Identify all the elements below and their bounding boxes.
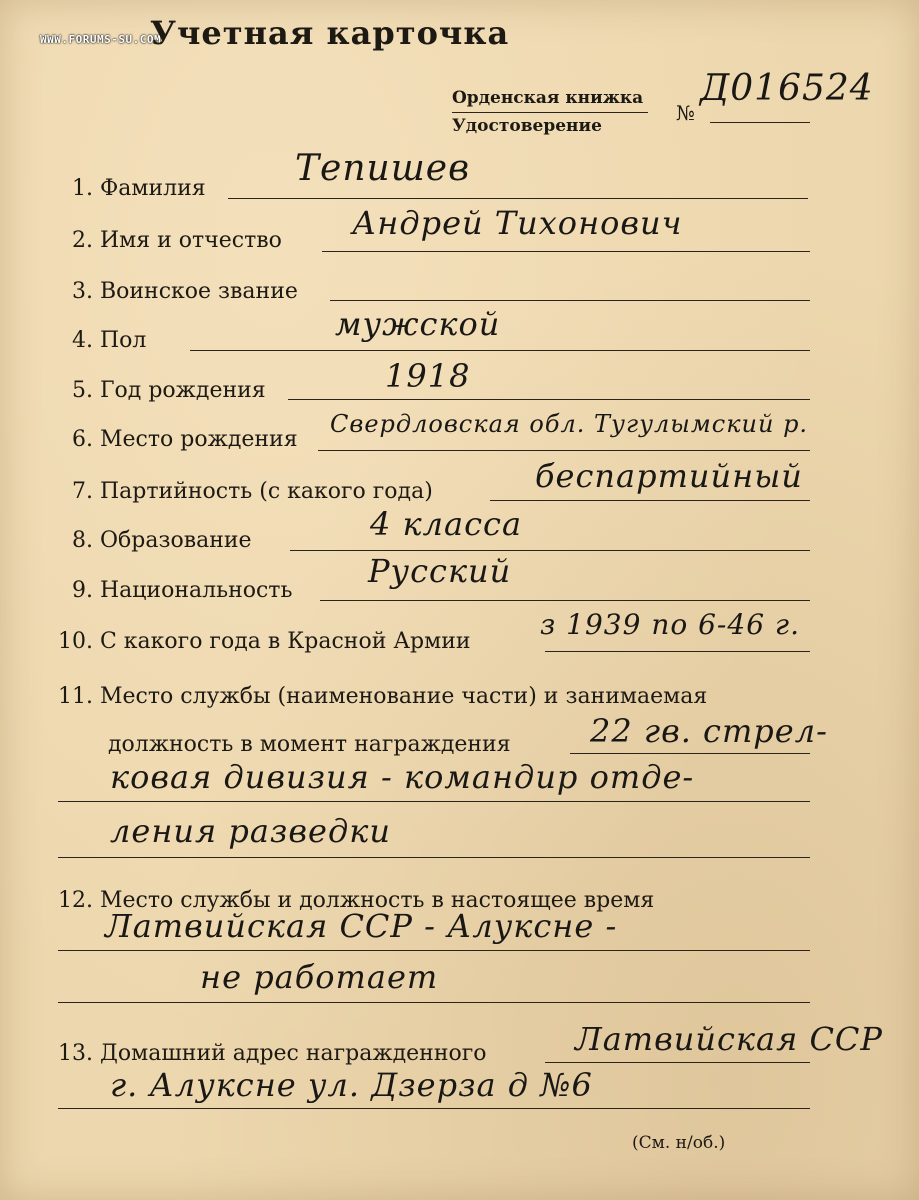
field-rank-line	[330, 300, 810, 301]
field-home-address-line-1	[545, 1062, 810, 1063]
field-current-service-line-2	[58, 1002, 810, 1003]
field-birthplace-line	[318, 450, 810, 451]
number-sign: №	[676, 101, 695, 125]
card-title: Учетная карточка	[150, 14, 510, 52]
field-birth-year-value: 1918	[385, 357, 471, 395]
header-divider	[452, 112, 648, 113]
field-current-service-value-2: не работает	[200, 958, 439, 996]
field-party-line	[490, 500, 810, 501]
field-surname-value: Тепишев	[295, 148, 471, 189]
field-surname-line	[228, 198, 808, 199]
field-service-line-3	[58, 857, 810, 858]
field-party-label: 7. Партийность (с какого года)	[72, 479, 433, 504]
field-sex-value: мужской	[335, 305, 501, 343]
field-current-service-line-1	[58, 950, 810, 951]
field-sex-line	[190, 350, 810, 351]
field-nationality-label: 9. Национальность	[72, 578, 293, 603]
field-service-label-1: 11. Место службы (наименование части) и занимаемая	[58, 684, 708, 709]
field-service-line-2	[58, 801, 810, 802]
field-army-since-value: з 1939 по 6-46 г.	[540, 608, 800, 641]
field-service-line-1	[570, 753, 810, 754]
field-education-value: 4 класса	[370, 505, 523, 543]
number-line	[710, 122, 810, 123]
field-surname-label: 1. Фамилия	[72, 176, 206, 201]
field-service-label-2: должность в момент награждения	[108, 732, 511, 757]
field-army-since-line	[545, 651, 810, 652]
field-current-service-value-1: Латвийская ССР - Алуксне -	[105, 907, 618, 945]
field-name-value: Андрей Тихонович	[352, 204, 683, 242]
footnote: (См. н/об.)	[632, 1133, 726, 1153]
field-army-since-label: 10. С какого года в Красной Армии	[58, 629, 471, 654]
field-sex-label: 4. Пол	[72, 328, 147, 353]
field-name-label: 2. Имя и отчество	[72, 228, 282, 253]
field-service-value-1: 22 гв. стрел-	[590, 712, 828, 750]
watermark: WWW.FORUMS-SU.COM	[40, 33, 162, 46]
field-birth-year-label: 5. Год рождения	[72, 378, 266, 403]
field-service-value-2: ковая дивизия - командир отде-	[110, 758, 695, 796]
field-home-address-value-1: Латвийская ССР	[575, 1020, 883, 1058]
field-current-service-label: 12. Место службы и должность в настоящее время	[58, 888, 655, 913]
order-book-label: Орденская книжка	[452, 88, 644, 108]
field-birthplace-value: Свердловская обл. Тугулымский р.	[330, 410, 809, 438]
certificate-label: Удостоверение	[452, 116, 602, 136]
field-home-address-value-2: г. Алуксне ул. Дзерза д №6	[110, 1066, 593, 1104]
field-name-line	[322, 251, 810, 252]
field-nationality-value: Русский	[368, 552, 512, 590]
field-education-label: 8. Образование	[72, 528, 252, 553]
field-birth-year-line	[288, 399, 810, 400]
field-birthplace-label: 6. Место рождения	[72, 427, 298, 452]
field-home-address-line-2	[58, 1108, 810, 1109]
field-rank-label: 3. Воинское звание	[72, 279, 298, 304]
field-service-value-3: ления разведки	[110, 812, 391, 850]
field-nationality-line	[320, 600, 810, 601]
field-home-address-label: 13. Домашний адрес награжденного	[58, 1041, 487, 1066]
number-value: Д016524	[700, 68, 874, 109]
field-party-value: беспартийный	[535, 457, 803, 495]
field-education-line	[290, 550, 810, 551]
